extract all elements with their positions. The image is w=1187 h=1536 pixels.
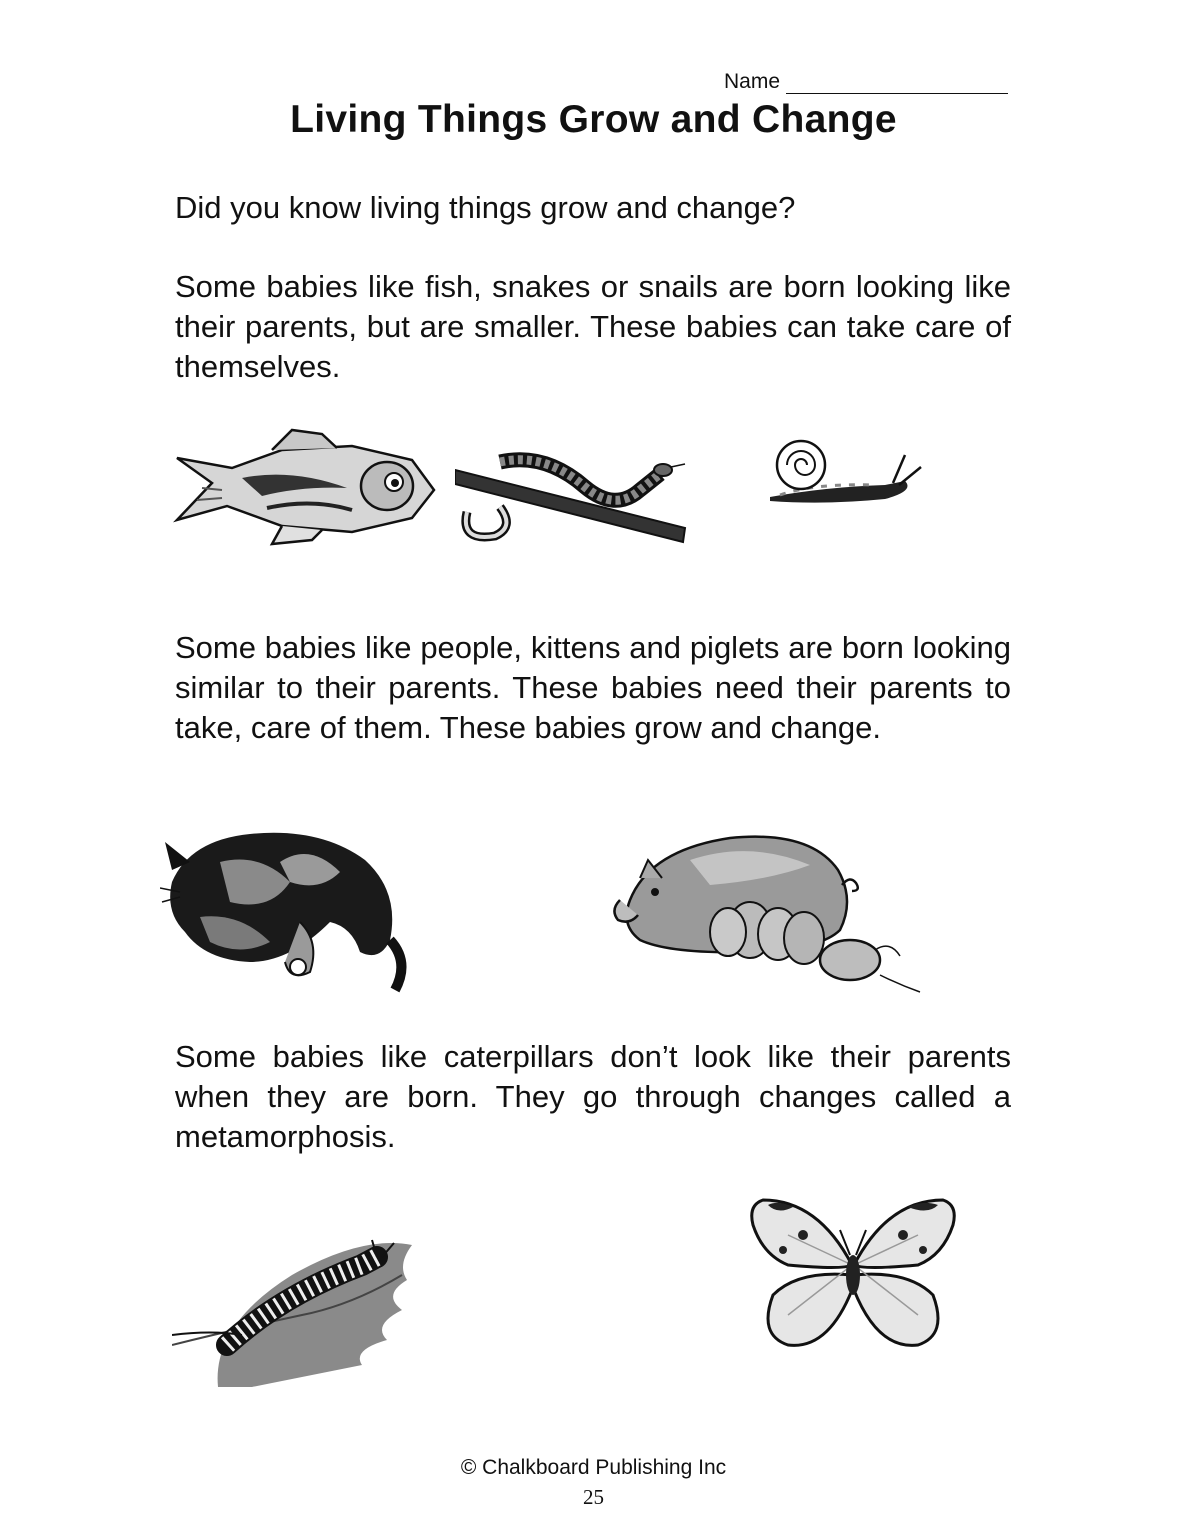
fish-illustration: [172, 428, 437, 546]
name-field: [724, 70, 1008, 94]
name-underline[interactable]: [786, 75, 1008, 94]
paragraph-fish-snakes-snails: Some babies like fish, snakes or snails are born looking like their parents, but are smaller. These babies can take care of themselves.: [175, 269, 1011, 384]
page-title: Living Things Grow and Change: [290, 98, 897, 141]
name-label: Name: [724, 70, 781, 93]
intro-paragraph: Did you know living things grow and change?: [175, 190, 796, 225]
page-number: 25: [583, 1485, 604, 1509]
cat-illustration: [160, 822, 412, 994]
copyright-footer: © Chalkboard Publishing Inc: [460, 1456, 727, 1479]
snail-illustration: [765, 435, 925, 507]
butterfly-illustration: [748, 1195, 958, 1350]
paragraph-people-kittens-piglets: Some babies like people, kittens and piglets are born looking similar to their parents. These babies need their parents to take, care of them. These babies grow and change.: [175, 630, 1011, 745]
snake-illustration: [455, 452, 687, 546]
pig-illustration: [610, 830, 922, 998]
caterpillar-illustration: [172, 1235, 420, 1387]
paragraph-caterpillars: Some babies like caterpillars don’t look like their parents when they are born. They go through changes called a metamorphosis.: [175, 1039, 1011, 1154]
